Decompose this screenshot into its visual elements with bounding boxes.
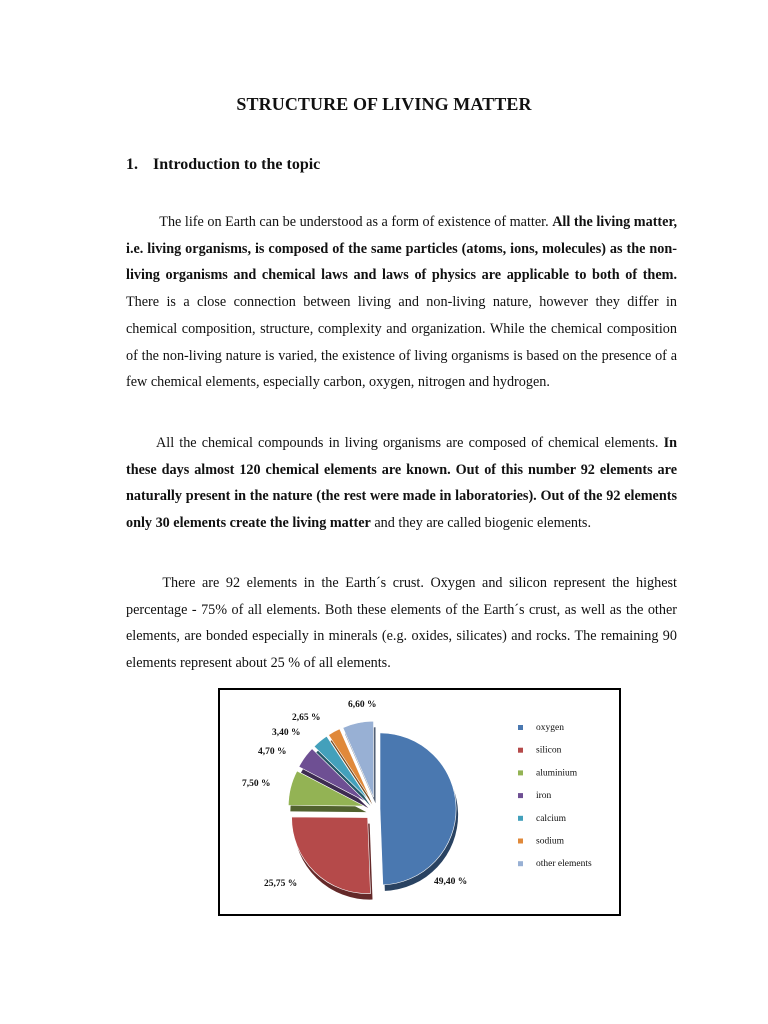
section-number: 1. [126, 156, 138, 173]
legend-label-sodium: sodium [536, 836, 564, 847]
legend-swatch-oxygen [518, 725, 523, 730]
data-label-sodium: 2,65 % [292, 713, 321, 723]
legend-label-silicon: silicon [536, 745, 562, 756]
pie-chart-figure [218, 688, 621, 916]
legend-swatch-silicon [518, 748, 523, 753]
paragraph-2-bold-run: In these days almost 120 chemical elements are known. Out of this number 92 elements are naturally present in the nature (the rest were made in laboratories). Out of the 92 elements only 30 elements create the living matter [126, 435, 677, 532]
section-title: Introduction to the topic [153, 156, 321, 173]
data-label-silicon: 25,75 % [264, 879, 298, 889]
paragraph-3 [126, 570, 677, 677]
paragraph-1-run-3: There is a close connection between living and non-living nature, however they differ in chemical composition, structure, complexity and organization. While the chemical composition of the non-living nature is varied, the existence of living organisms is based on the presence of a few chemical elements, especially carbon, oxygen, nitrogen and hydrogen. [126, 294, 677, 391]
data-label-calcium: 3,40 % [272, 728, 301, 738]
legend-swatch-sodium [518, 839, 523, 844]
data-label-aluminium: 7,50 % [242, 779, 271, 789]
legend-swatch-iron [518, 793, 523, 798]
legend-label-aluminium: aluminium [536, 768, 578, 779]
data-label-iron: 4,70 % [258, 747, 287, 757]
legend-label-iron: iron [536, 791, 552, 802]
paragraph-2 [126, 430, 677, 537]
paragraph-1 [126, 209, 677, 396]
legend-label-oxygen: oxygen [536, 723, 564, 733]
paragraph-1-bold-run: All the living matter, i.e. living organisms, is composed of the same particles (atoms, ions, molecules) as the non-living organisms and chemical laws and laws of physics are applicable to both of them. [126, 214, 677, 284]
legend-label-other-elements: other elements [536, 859, 592, 870]
legend-swatch-calcium [518, 816, 523, 821]
paragraph-2-run-1: All the chemical compounds in living organisms are composed of chemical elements. [156, 435, 664, 451]
data-label-oxygen: 49,40 % [434, 877, 468, 887]
section-heading [126, 156, 320, 174]
document-title: STRUCTURE OF LIVING MATTER [236, 94, 532, 114]
pie-chart [220, 690, 619, 914]
legend-swatch-aluminium [518, 770, 523, 775]
data-label-other-elements: 6,60 % [348, 700, 377, 710]
paragraph-3-run-1: There are 92 elements in the Earth´s crust. Oxygen and silicon represent the highest percentage - 75% of all elements. Both these elements of the Earth´s crust, as well as the other elements, are bonded especially in minerals (e.g. oxides, silicates) and rocks. The remaining 90 elements represent about 25 % of all elements. [126, 575, 677, 672]
legend-swatch-other-elements [518, 861, 523, 866]
legend-label-calcium: calcium [536, 813, 567, 824]
paragraph-1-run-1: The life on Earth can be understood as a form of existence of matter. [156, 214, 553, 230]
pie-slice-silicon [292, 817, 371, 894]
paragraph-2-run-3: and they are called biogenic elements. [370, 515, 592, 532]
pie-slice-oxygen [380, 733, 456, 885]
